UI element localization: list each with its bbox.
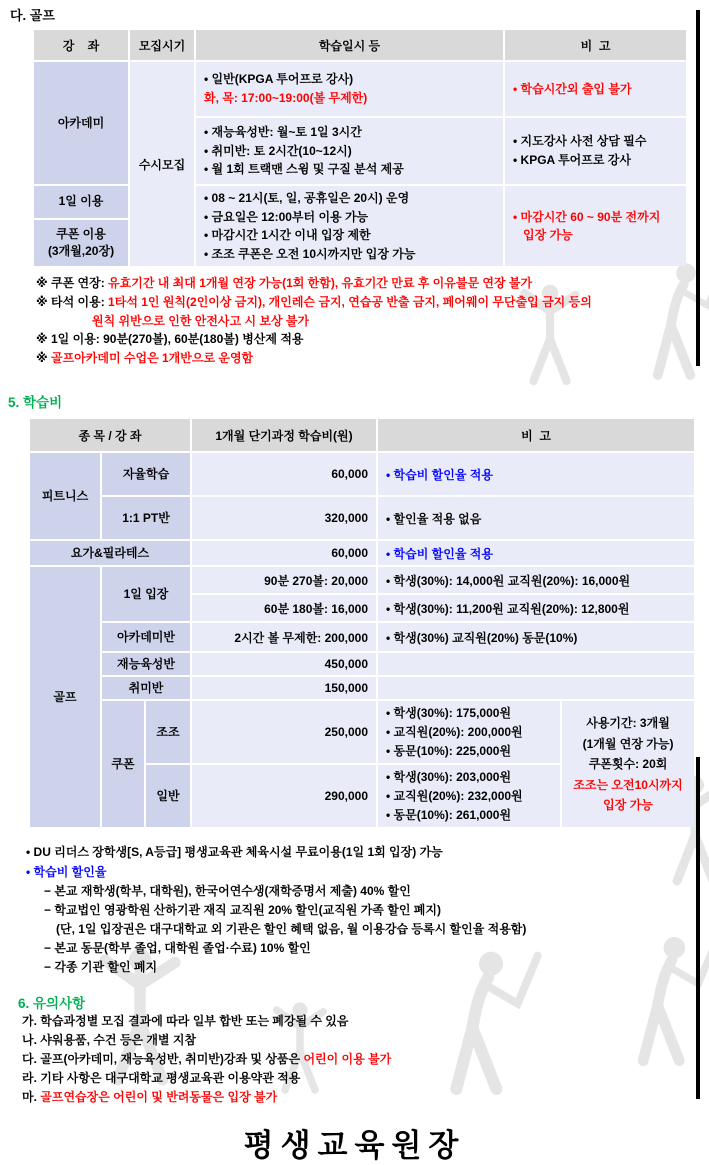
header-note: 비 고 xyxy=(378,419,694,451)
caution-item-b: 나. 샤워용품, 수건 등은 개별 지참 xyxy=(22,1032,197,1047)
schedule-line: • 마감시간 1시간 이내 입장 제한 xyxy=(204,228,371,243)
note-warning: 유효기간 내 최대 1개월 연장 가능(1회 한함), 유효기간 만료 후 이유불문 연장 불가 xyxy=(108,276,533,291)
note-line-red: • 마감시간 60 ~ 90분 전까지 xyxy=(513,209,661,224)
discount-item-staff-note: (단, 1일 입장권은 대구대학교 외 기관은 할인 혜택 없음, 월 이용강습 등록시 할인율 적용함) xyxy=(56,922,527,937)
note-mat-use xyxy=(36,293,709,312)
usage-line-red: 입장 가능 xyxy=(603,797,653,812)
cell-general-coupon-label: 일반 xyxy=(146,765,190,827)
table-row xyxy=(30,623,694,651)
discount-line: • 교직원(20%): 200,000원 xyxy=(386,725,523,740)
header-recruit: 모집시기 xyxy=(130,30,194,60)
schedule-line: • 취미반: 토 2시간(10~12시) xyxy=(204,143,352,158)
discount-item-alumni: − 본교 동문(학부 졸업, 대학원 졸업·수료) 10% 할인 xyxy=(44,941,311,956)
caution-item-c xyxy=(18,1050,709,1069)
header-note: 비 고 xyxy=(505,30,686,60)
cell-hobby-class-note xyxy=(378,677,694,699)
table-header-row xyxy=(34,30,686,60)
cell-self-study-fee: 60,000 xyxy=(192,453,376,495)
cell-shared-schedule xyxy=(196,186,503,266)
tuition-table xyxy=(28,417,696,829)
usage-line: 쿠폰횟수: 20회 xyxy=(588,757,668,772)
cell-yoga-note: • 학습비 할인율 적용 xyxy=(378,541,694,565)
note-line: • 지도강사 사전 상담 필수 xyxy=(513,134,647,149)
caution-warning: 어린이 이용 불가 xyxy=(303,1052,392,1067)
benefit-discount-title: • 학습비 할인율 xyxy=(26,864,107,879)
cell-early-coupon-discounts xyxy=(378,701,560,763)
cell-early-coupon-label: 조조 xyxy=(146,701,190,763)
caution-item-d: 라. 기타 사항은 대구대학교 평생교육관 이용약관 적용 xyxy=(22,1071,301,1086)
table-row xyxy=(30,567,694,593)
page-border-line-bottom xyxy=(696,757,700,1099)
caution-text: 다. 골프(아카데미, 재능육성반, 취미반)강좌 및 상품은 xyxy=(22,1052,304,1067)
usage-line: 사용기간: 3개월 xyxy=(586,716,670,731)
table-row xyxy=(30,453,694,495)
cell-daily60-fee: 60분 180볼: 16,000 xyxy=(192,595,376,621)
discount-line: • 교직원(20%): 232,000원 xyxy=(386,789,523,804)
director-title: 평생교육원장 xyxy=(243,1127,466,1163)
cell-academy-class-label: 아카데미반 xyxy=(102,623,190,651)
note-prefix: ※ xyxy=(36,350,51,365)
cell-daily60-note: • 학생(30%): 11,200원 교직원(20%): 12,800원 xyxy=(378,595,694,621)
golf-schedule-table xyxy=(32,28,688,268)
discount-item-students: − 본교 재학생(학부, 대학원), 한국어연수생(재학증명서 제출) 40% 할인 xyxy=(44,883,411,898)
discount-line: • 동문(10%): 225,000원 xyxy=(386,743,512,758)
cell-academy-class-note xyxy=(505,118,686,184)
header-course: 강 좌 xyxy=(34,30,128,60)
note-academy-class xyxy=(36,349,709,368)
cell-yoga-label: 요가&필라테스 xyxy=(30,541,190,565)
note-daily-use: ※ 1일 이용: 90분(270볼), 60분(180볼) 병산제 적용 xyxy=(36,332,304,347)
label-line: (3개월,20장) xyxy=(47,244,115,259)
header-fee: 1개월 단기과정 학습비(원) xyxy=(192,419,376,451)
caution-item-a: 가. 학습과정별 모집 결과에 따라 일부 합반 또는 폐강될 수 있음 xyxy=(22,1013,349,1028)
note-line-red: 입장 가능 xyxy=(523,228,573,243)
cell-academy-class-note: • 학생(30%) 교직원(20%) 동문(10%) xyxy=(378,623,694,651)
label-line: 쿠폰 이용 xyxy=(56,227,106,242)
cell-hobby-class-fee: 150,000 xyxy=(192,677,376,699)
caution-warning: 골프연습장은 어린이 및 반려동물은 입장 불가 xyxy=(40,1090,278,1105)
discount-line: • 학생(30%): 175,000원 xyxy=(386,706,512,721)
cautions-section xyxy=(18,992,709,1108)
discount-line: • 동문(10%): 261,000원 xyxy=(386,807,512,822)
cell-recruit-period: 수시모집 xyxy=(130,62,194,266)
schedule-line: • 조조 쿠폰은 오전 10시까지만 입장 가능 xyxy=(204,246,416,261)
cell-self-study-note: • 학습비 할인율 적용 xyxy=(378,453,694,495)
usage-line: (1개월 연장 가능) xyxy=(582,736,674,751)
note-line-red: • 학습시간외 출입 불가 xyxy=(513,81,632,96)
cell-talent-class-fee: 450,000 xyxy=(192,653,376,675)
cell-talent-class-label: 재능육성반 xyxy=(102,653,190,675)
cell-academy-class-schedule xyxy=(196,118,503,184)
cell-golf-label: 골프 xyxy=(30,567,100,827)
schedule-line-red: 화, 목: 17:00~19:00(볼 무제한) xyxy=(204,91,368,105)
caution-item-e xyxy=(18,1088,709,1107)
benefit-du-scholar: • DU 리더스 장학생[S, A등급] 평생교육관 체육시설 무료이용(1일 1회 입장) 가능 xyxy=(26,845,443,860)
discount-item-abolished: − 각종 기관 할인 폐지 xyxy=(44,960,158,975)
cell-shared-note xyxy=(505,186,686,266)
table-row xyxy=(30,497,694,539)
table-row xyxy=(30,677,694,699)
note-line: • KPGA 투어프로 강사 xyxy=(513,153,631,167)
cell-daily-entry-label: 1일 입장 xyxy=(102,567,190,621)
table-row xyxy=(30,541,694,565)
cell-early-coupon-fee: 250,000 xyxy=(192,701,376,763)
cell-daily90-fee: 90분 270볼: 20,000 xyxy=(192,567,376,593)
cell-coupon-usage-info xyxy=(562,701,694,827)
table-row xyxy=(30,701,694,763)
cell-academy-general-schedule xyxy=(196,62,503,116)
schedule-line: • 일반(KPGA 투어프로 강사) xyxy=(204,72,354,87)
cell-pt-note: • 할인율 적용 없음 xyxy=(378,497,694,539)
header-schedule: 학습일시 등 xyxy=(196,30,503,60)
cell-talent-class-note xyxy=(378,653,694,675)
discount-line: • 학생(30%): 203,000원 xyxy=(386,770,512,785)
note-coupon-extension xyxy=(36,274,709,293)
benefits-list xyxy=(26,843,709,977)
header-subject: 종 목 / 강 좌 xyxy=(30,419,190,451)
caution-text: 마. xyxy=(22,1090,41,1105)
cell-fitness-label: 피트니스 xyxy=(30,453,100,539)
table-row xyxy=(34,62,686,116)
page-border-line-top xyxy=(696,10,700,366)
cell-coupon-use-label xyxy=(34,220,128,267)
note-prefix: ※ 타석 이용: xyxy=(36,294,109,309)
note-warning: 1타석 1인 원칙(2인이상 금지), 개인레슨 금지, 연습공 반출 금지, 페어웨이 무단출입 금지 등의 xyxy=(108,294,592,309)
cell-general-coupon-fee: 290,000 xyxy=(192,765,376,827)
usage-line-red: 조조는 오전10시까지 xyxy=(573,777,683,792)
cautions-heading: 6. 유의사항 xyxy=(18,995,86,1011)
discount-item-staff: − 학교법인 영광학원 산하기관 재직 교직원 20% 할인(교직원 가족 할인 폐지) xyxy=(44,902,441,917)
schedule-line: • 재능육성반: 월~토 1일 3시간 xyxy=(204,125,362,140)
cell-pt-fee: 320,000 xyxy=(192,497,376,539)
cell-academy-class-fee: 2시간 볼 무제한: 200,000 xyxy=(192,623,376,651)
golf-notes xyxy=(36,274,709,367)
note-warning: 골프아카데미 수업은 1개반으로 운영함 xyxy=(51,350,254,365)
cell-self-study-label: 자율학습 xyxy=(102,453,190,495)
note-mat-use-cont: 원칙 위반으로 인한 안전사고 시 보상 불가 xyxy=(92,313,310,328)
cell-yoga-fee: 60,000 xyxy=(192,541,376,565)
cell-hobby-class-label: 취미반 xyxy=(102,677,190,699)
cell-daily90-note: • 학생(30%): 14,000원 교직원(20%): 16,000원 xyxy=(378,567,694,593)
tuition-section-heading: 5. 학습비 xyxy=(8,395,63,411)
cell-general-coupon-discounts xyxy=(378,765,560,827)
cell-daily-use-label: 1일 이용 xyxy=(34,186,128,218)
cell-academy-general-note xyxy=(505,62,686,116)
cell-academy-label: 아카데미 xyxy=(34,62,128,184)
cell-coupon-label: 쿠폰 xyxy=(102,701,144,827)
cell-pt-label: 1:1 PT반 xyxy=(102,497,190,539)
table-header-row xyxy=(30,419,694,451)
schedule-line: • 금요일은 12:00부터 이용 가능 xyxy=(204,209,369,224)
note-prefix: ※ 쿠폰 연장: xyxy=(36,276,109,291)
schedule-line: • 08 ~ 21시(토, 일, 공휴일은 20시) 운영 xyxy=(204,191,410,205)
golf-section-heading: 다. 골프 xyxy=(10,8,55,23)
table-row xyxy=(30,653,694,675)
schedule-line: • 월 1회 트랙맨 스윙 및 구질 분석 제공 xyxy=(204,162,404,177)
